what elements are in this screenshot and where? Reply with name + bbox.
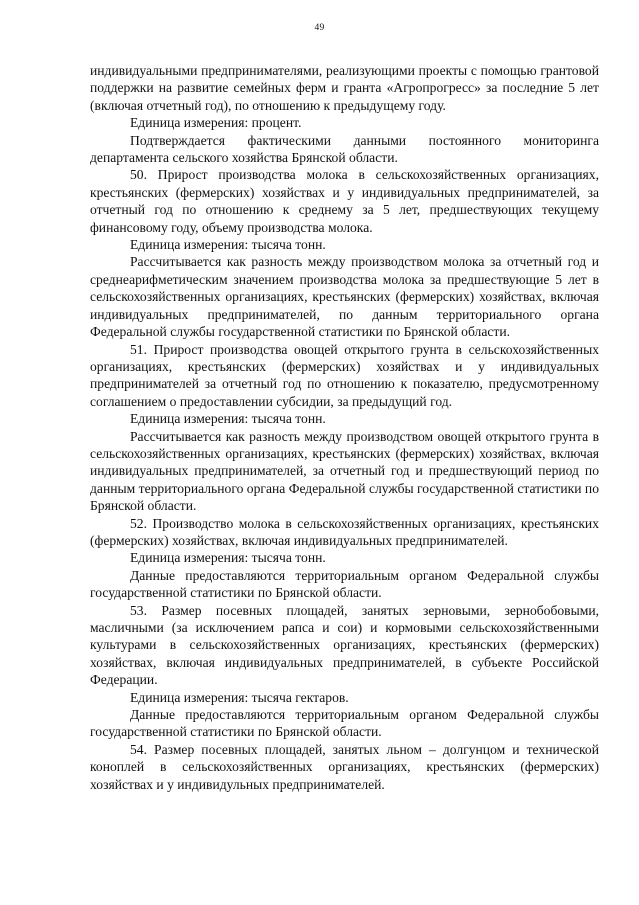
- paragraph-continuation: индивидуальными предпринимателями, реализующими проекты с помощью грантовой поддержки на развитие семейных ферм и гранта «Агропрогресс» за последние 5 лет (включая отчетный год), по отношению к предыдущему году.: [90, 63, 599, 113]
- paragraph-unit-thousand-tons: Единица измерения: тысяча тонн.: [130, 550, 326, 566]
- paragraph-item-50: 50. Прирост производства молока в сельскохозяйственных организациях, крестьянских (фермерских) хозяйствах и у индивидуальных предпринимателей, за отчетный год по отношению к среднему за 5 лет, предшествующих текущему финансовому году, объему производства молока.: [90, 167, 599, 235]
- paragraph-data-source: Данные предоставляются территориальным органом Федеральной службы государственной статистики по Брянской области.: [90, 567, 599, 601]
- paragraph-item-51: 51. Прирост производства овощей открытого грунта в сельскохозяйственных организациях, крестьянских (фермерских) хозяйствах и у индивидуальных предпринимателей за отчетный год по отношению к показателю, предусмотренному соглашением о предоставлении субсидии, за предыдущий год.: [90, 341, 599, 409]
- paragraph-calculation-vegetables: Рассчитывается как разность между производством овощей открытого грунта в сельскохозяйственных организациях, крестьянских (фермерских) хозяйствах, включая индивидуальных предпринимателей, за отчетный год и предшествующий период по данным территориального органа Федеральной службы государственной статистики по Брянской области.: [90, 428, 599, 514]
- page-number: 49: [314, 23, 325, 33]
- paragraph-item-54: 54. Размер посевных площадей, занятых льном – долгунцом и технической коноплей в сельскохозяйственных организациях, крестьянских (фермерских) хозяйствах и у индивидульных предпринимателей.: [90, 741, 599, 792]
- document-body: [90, 62, 599, 793]
- paragraph-confirmation: Подтверждается фактическими данными постоянного мониторинга департамента сельского хозяйства Брянской области.: [90, 132, 599, 166]
- paragraph-unit-thousand-hectares: Единица измерения: тысяча гектаров.: [130, 689, 349, 705]
- paragraph-item-53: 53. Размер посевных площадей, занятых зерновыми, зернобобовыми, масличными (за исключением рапса и сои) и кормовыми сельскохозяйственными культурами в сельскохозяйственных организациях, крестьянских (фермерских) хозяйствах, включая индивидуальных предпринимателей, в субъекте Российской Федерации.: [90, 602, 599, 688]
- paragraph-unit-thousand-tons: Единица измерения: тысяча тонн.: [130, 237, 326, 253]
- paragraph-unit-percent: Единица измерения: процент.: [130, 115, 302, 131]
- paragraph-data-source: Данные предоставляются территориальным органом Федеральной службы государственной статистики по Брянской области.: [90, 707, 599, 740]
- paragraph-unit-thousand-tons: Единица измерения: тысяча тонн.: [130, 411, 326, 427]
- paragraph-calculation-milk: Рассчитывается как разность между производством молока за отчетный год и среднеарифметическим значением производства молока за предшествующие 5 лет в сельскохозяйственных организациях, крестьянских (фермерских) хозяйствах, включая индивидуальных предпринимателей, по данным территориального органа Федеральной службы государственной статистики по Брянской области.: [90, 254, 599, 340]
- paragraph-item-52: 52. Производство молока в сельскохозяйственных организациях, крестьянских (фермерских) хозяйствах, включая индивидуальных предпринимателей.: [90, 515, 599, 548]
